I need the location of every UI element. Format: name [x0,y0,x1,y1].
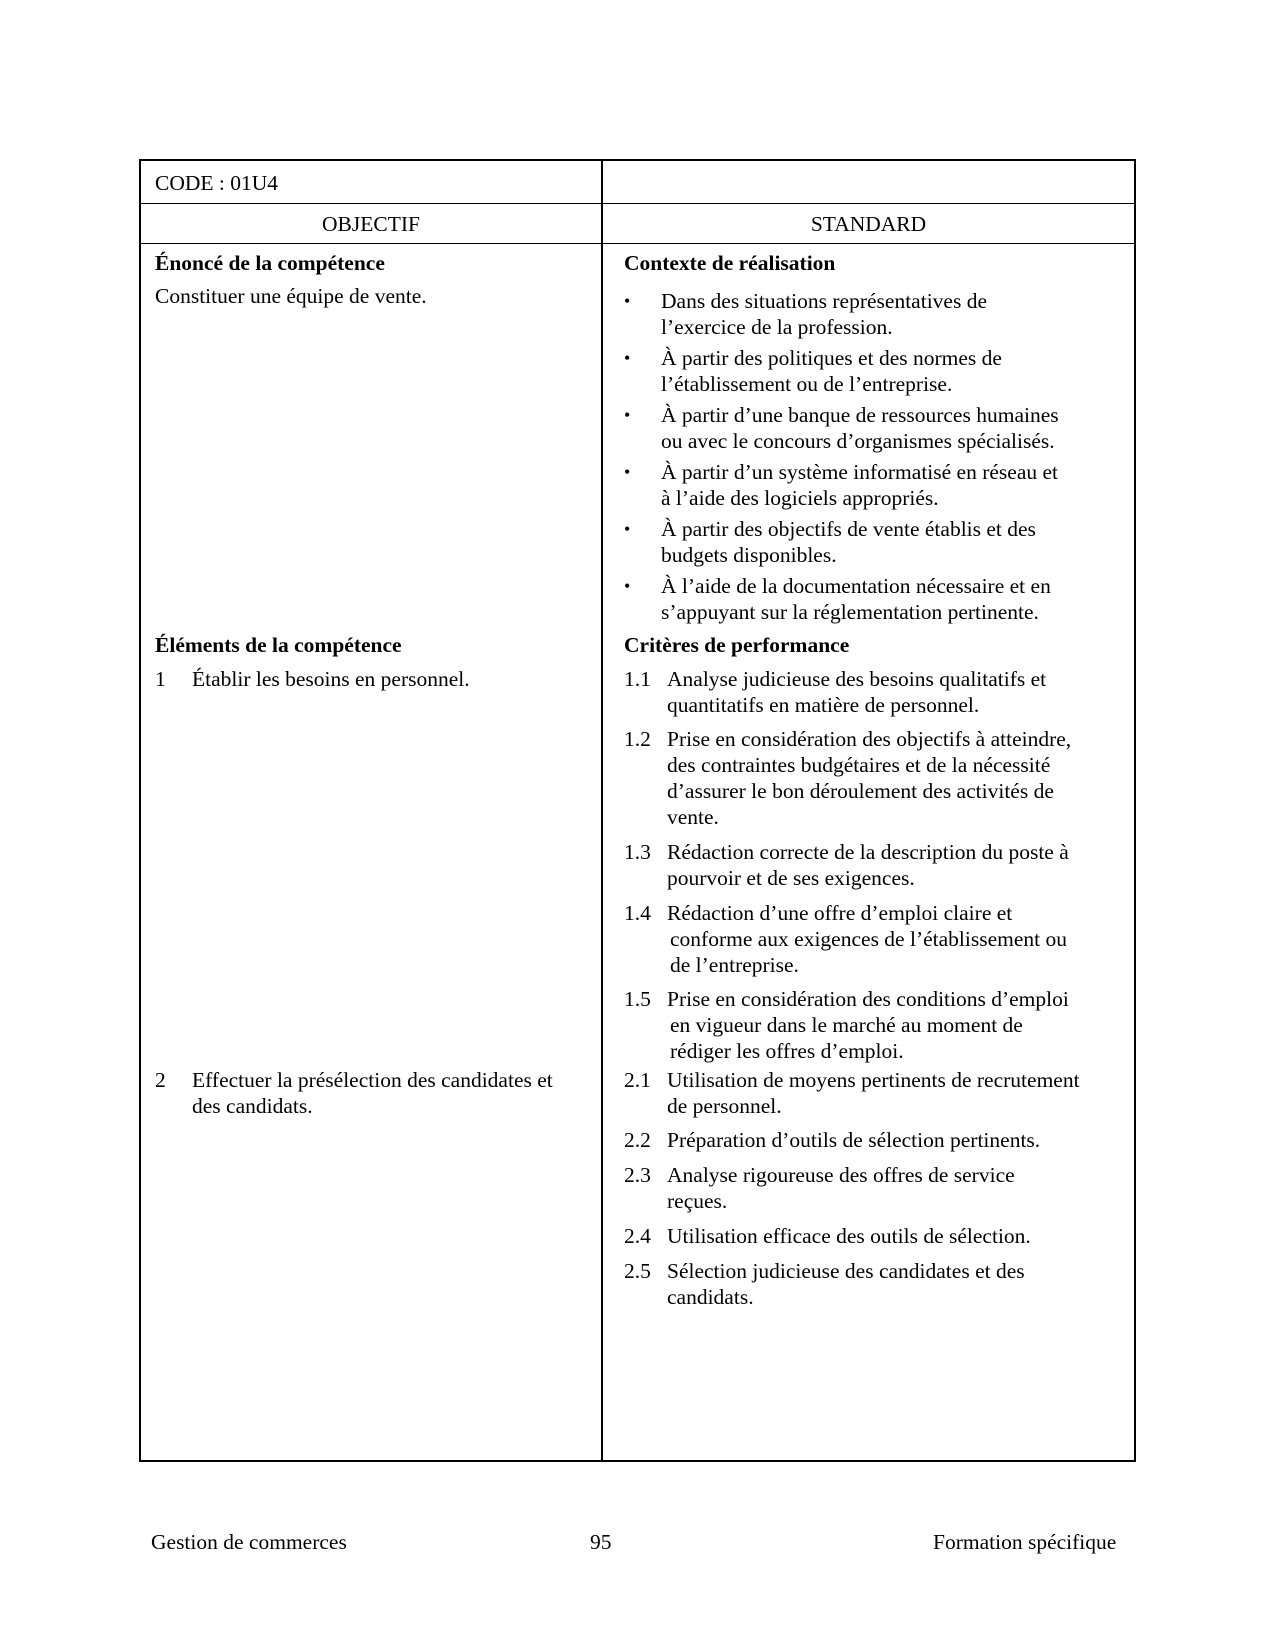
contexte-line: ou avec le concours d’organismes spécialisés. [661,429,1055,453]
critere-text: de personnel. [667,1094,782,1118]
contexte-line: l’exercice de la profession. [661,315,893,339]
critere-text: Sélection judicieuse des candidates et des [667,1259,1025,1283]
page-number: 95 [590,1530,612,1554]
bullet-icon: • [624,291,631,311]
standard-header: STANDARD [810,212,927,236]
contexte-line: budgets disponibles. [661,543,837,567]
contexte-line: À partir des objectifs de vente établis et des [661,517,1036,541]
footer-right: Formation spécifique [933,1530,1117,1554]
contexte-line: À l’aide de la documentation nécessaire et en [661,574,1051,598]
row-divider-headers [141,243,1134,244]
critere-text: rédiger les offres d’emploi. [670,1039,904,1063]
contexte-line: À partir d’un système informatisé en réseau et [661,460,1059,484]
critere-number: 1.1 [624,667,651,691]
criteres-heading: Critères de performance [624,633,850,657]
critere-text: pourvoir et de ses exigences. [667,866,915,890]
critere-text: d’assurer le bon déroulement des activités de [667,779,1054,803]
contexte-line: Dans des situations représentatives de [661,289,987,313]
bullet-icon: • [624,519,631,539]
critere-text: Utilisation efficace des outils de sélection. [667,1224,1031,1248]
critere-text: conforme aux exigences de l’établissement ou [670,927,1068,951]
bullet-icon: • [624,576,631,596]
critere-number: 2.1 [624,1068,651,1092]
element-text: Établir les besoins en personnel. [192,667,470,691]
bullet-icon: • [624,462,631,482]
critere-number: 1.3 [624,840,651,864]
objectif-header: OBJECTIF [322,212,420,236]
critere-text: en vigueur dans le marché au moment de [670,1013,1023,1037]
element-number: 1 [155,667,166,691]
contexte-heading: Contexte de réalisation [624,251,836,275]
critere-number: 2.3 [624,1163,651,1187]
enonce-heading: Énoncé de la compétence [155,251,385,275]
critere-text: Rédaction correcte de la description du poste à [667,840,1069,864]
element-number: 2 [155,1068,166,1092]
critere-number: 1.5 [624,987,651,1011]
element-text: Effectuer la présélection des candidates et [192,1068,553,1092]
critere-text: candidats. [667,1285,754,1309]
critere-text: Préparation d’outils de sélection pertinents. [667,1128,1041,1152]
competency-table [139,159,1136,1462]
contexte-line: À partir des politiques et des normes de [661,346,1002,370]
critere-number: 1.4 [624,901,651,925]
critere-number: 2.2 [624,1128,651,1152]
elements-heading: Éléments de la compétence [155,633,402,657]
contexte-line: s’appuyant sur la réglementation pertinente. [661,600,1039,624]
critere-text: reçues. [667,1189,728,1213]
critere-text: Prise en considération des conditions d’emploi [667,987,1069,1011]
footer-left: Gestion de commerces [151,1530,347,1554]
critere-number: 2.5 [624,1259,651,1283]
critere-text: de l’entreprise. [670,953,799,977]
critere-number: 2.4 [624,1224,651,1248]
enonce-text: Constituer une équipe de vente. [155,284,427,308]
contexte-line: l’établissement ou de l’entreprise. [661,372,953,396]
critere-text: quantitatifs en matière de personnel. [667,693,980,717]
critere-text: vente. [667,805,719,829]
critere-text: Analyse rigoureuse des offres de service [667,1163,1015,1187]
critere-text: Prise en considération des objectifs à atteindre, [667,727,1072,751]
column-divider [601,161,603,1460]
critere-number: 1.2 [624,727,651,751]
row-divider-code [141,203,1134,204]
bullet-icon: • [624,348,631,368]
critere-text: Analyse judicieuse des besoins qualitatifs et [667,667,1047,691]
critere-text: Rédaction d’une offre d’emploi claire et [667,901,1013,925]
contexte-line: à l’aide des logiciels appropriés. [661,486,939,510]
critere-text: Utilisation de moyens pertinents de recrutement [667,1068,1080,1092]
element-text: des candidats. [192,1094,313,1118]
critere-text: des contraintes budgétaires et de la nécessité [667,753,1051,777]
contexte-line: À partir d’une banque de ressources humaines [661,403,1059,427]
code-label: CODE : 01U4 [155,171,279,195]
bullet-icon: • [624,405,631,425]
